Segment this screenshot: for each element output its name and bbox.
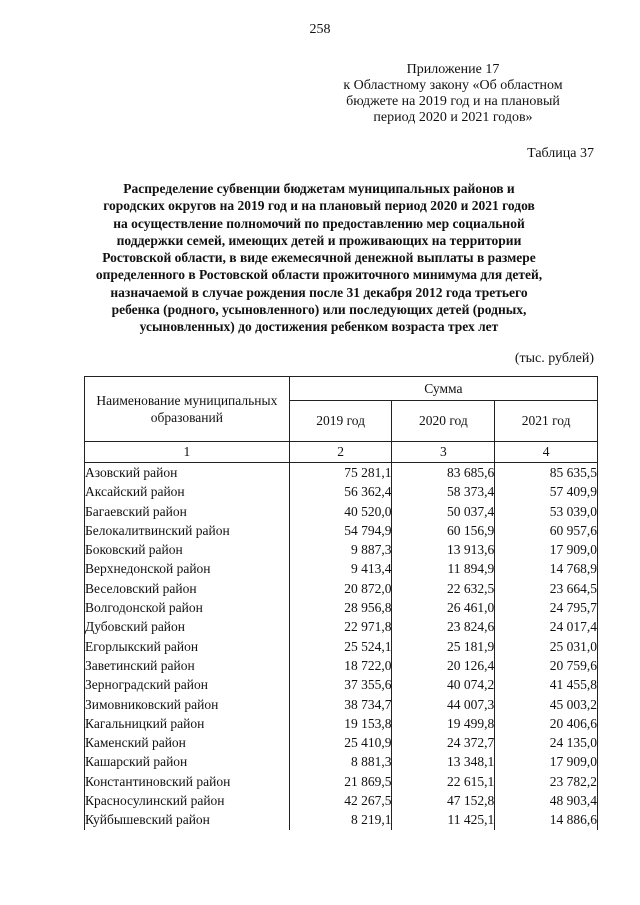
district-name: Красносулинский район [85, 791, 290, 810]
value-2019: 22 971,8 [289, 617, 392, 636]
district-name: Верхнедонской район [85, 559, 290, 578]
value-2021: 24 017,4 [495, 617, 598, 636]
value-2019: 18 722,0 [289, 656, 392, 675]
value-2021: 14 886,6 [495, 810, 598, 829]
appendix-title: Приложение 17 [406, 62, 500, 77]
value-2020: 13 348,1 [392, 752, 495, 771]
value-2020: 50 037,4 [392, 502, 495, 521]
table-row [85, 559, 598, 578]
title-line: определенного в Ростовской области прожиточного минимума для детей, [95, 267, 543, 283]
header-year-2020: 2020 год [392, 401, 495, 442]
district-name: Веселовский район [85, 579, 290, 598]
value-2021: 85 635,5 [495, 463, 598, 483]
value-2019: 8 881,3 [289, 752, 392, 771]
value-2019: 25 410,9 [289, 733, 392, 752]
value-2019: 25 524,1 [289, 637, 392, 656]
table-row [85, 733, 598, 752]
table-row [85, 791, 598, 810]
value-2021: 17 909,0 [495, 752, 598, 771]
value-2019: 42 267,5 [289, 791, 392, 810]
table-row [85, 502, 598, 521]
appendix-block [318, 62, 588, 126]
table-row [85, 752, 598, 771]
district-name: Аксайский район [85, 482, 290, 501]
value-2021: 57 409,9 [495, 482, 598, 501]
column-number: 3 [392, 442, 495, 463]
district-name: Белокалитвинский район [85, 521, 290, 540]
title-line: Распределение субвенции бюджетам муниципальных районов и [123, 181, 515, 196]
value-2019: 21 869,5 [289, 772, 392, 791]
title-line: на осуществление полномочий по предоставлению мер социальной [113, 215, 525, 231]
value-2019: 75 281,1 [289, 463, 392, 483]
value-2020: 40 074,2 [392, 675, 495, 694]
table-row [85, 463, 598, 483]
district-name: Каменский район [85, 733, 290, 752]
header-year-2021: 2021 год [495, 401, 598, 442]
value-2020: 11 894,9 [392, 559, 495, 578]
district-name: Егорлыкский район [85, 637, 290, 656]
value-2020: 23 824,6 [392, 617, 495, 636]
value-2020: 26 461,0 [392, 598, 495, 617]
district-name: Куйбышевский район [85, 810, 290, 829]
value-2019: 56 362,4 [289, 482, 392, 501]
header-year-2019: 2019 год [289, 401, 392, 442]
appendix-line: к Областному закону «Об областном [343, 78, 563, 93]
value-2019: 9 887,3 [289, 540, 392, 559]
column-number: 4 [495, 442, 598, 463]
value-2021: 24 795,7 [495, 598, 598, 617]
district-name: Зимовниковский район [85, 695, 290, 714]
value-2020: 13 913,6 [392, 540, 495, 559]
subvention-table [84, 376, 598, 830]
value-2021: 48 903,4 [495, 791, 598, 810]
value-2019: 38 734,7 [289, 695, 392, 714]
table-row [85, 579, 598, 598]
district-name: Дубовский район [85, 617, 290, 636]
value-2019: 19 153,8 [289, 714, 392, 733]
value-2021: 23 664,5 [495, 579, 598, 598]
value-2020: 24 372,7 [392, 733, 495, 752]
value-2019: 20 872,0 [289, 579, 392, 598]
value-2020: 60 156,9 [392, 521, 495, 540]
table-row [85, 617, 598, 636]
table-row [85, 656, 598, 675]
value-2021: 20 759,6 [495, 656, 598, 675]
value-2020: 22 615,1 [392, 772, 495, 791]
title-line: Ростовской области, в виде ежемесячной денежной выплаты в размере [102, 250, 536, 266]
table-row [85, 598, 598, 617]
header-name: Наименование муниципальных образований [85, 377, 290, 442]
table-body [85, 463, 598, 830]
value-2021: 14 768,9 [495, 559, 598, 578]
value-2021: 25 031,0 [495, 637, 598, 656]
table-row [85, 637, 598, 656]
table-row [85, 695, 598, 714]
table-row [85, 675, 598, 694]
table-row [85, 714, 598, 733]
page-number: 258 [309, 22, 331, 37]
district-name: Багаевский район [85, 502, 290, 521]
table-row [85, 482, 598, 501]
value-2019: 54 794,9 [289, 521, 392, 540]
title-line: поддержки семей, имеющих детей и проживающих на территории [116, 232, 522, 248]
value-2021: 60 957,6 [495, 521, 598, 540]
table-row [85, 540, 598, 559]
table-row [85, 810, 598, 829]
district-name: Зерноградский район [85, 675, 290, 694]
value-2019: 9 413,4 [289, 559, 392, 578]
district-name: Азовский район [85, 463, 290, 483]
value-2021: 24 135,0 [495, 733, 598, 752]
district-name: Кагальницкий район [85, 714, 290, 733]
value-2021: 17 909,0 [495, 540, 598, 559]
value-2020: 11 425,1 [392, 810, 495, 829]
units-label: (тыс. рублей) [514, 351, 594, 366]
value-2020: 20 126,4 [392, 656, 495, 675]
value-2019: 40 520,0 [289, 502, 392, 521]
district-name: Боковский район [85, 540, 290, 559]
appendix-line: бюджете на 2019 год и на плановый [346, 94, 560, 109]
value-2020: 22 632,5 [392, 579, 495, 598]
table-row [85, 521, 598, 540]
value-2021: 41 455,8 [495, 675, 598, 694]
column-number: 2 [289, 442, 392, 463]
title-line: назначаемой в случае рождения после 31 декабря 2012 года третьего [110, 284, 528, 300]
title-line: усыновленных) до достижения ребенком возраста трех лет [139, 319, 499, 335]
appendix-line: период 2020 и 2021 годов» [373, 110, 533, 125]
value-2019: 37 355,6 [289, 675, 392, 694]
value-2021: 45 003,2 [495, 695, 598, 714]
value-2020: 47 152,8 [392, 791, 495, 810]
value-2020: 83 685,6 [392, 463, 495, 483]
value-2019: 8 219,1 [289, 810, 392, 829]
title-line: ребенка (родного, усыновленного) или последующих детей (родных, [111, 302, 527, 318]
value-2020: 25 181,9 [392, 637, 495, 656]
value-2021: 53 039,0 [495, 502, 598, 521]
table-label: Таблица 37 [527, 146, 594, 161]
title-line: городских округов на 2019 год и на плановый период 2020 и 2021 годов [103, 198, 535, 214]
column-number: 1 [85, 442, 290, 463]
value-2019: 28 956,8 [289, 598, 392, 617]
value-2020: 58 373,4 [392, 482, 495, 501]
header-sum: Сумма [289, 377, 597, 401]
district-name: Кашарский район [85, 752, 290, 771]
district-name: Константиновский район [85, 772, 290, 791]
document-title [84, 180, 554, 336]
value-2020: 44 007,3 [392, 695, 495, 714]
district-name: Волгодонской район [85, 598, 290, 617]
value-2021: 23 782,2 [495, 772, 598, 791]
value-2020: 19 499,8 [392, 714, 495, 733]
district-name: Заветинский район [85, 656, 290, 675]
table-row [85, 772, 598, 791]
value-2021: 20 406,6 [495, 714, 598, 733]
